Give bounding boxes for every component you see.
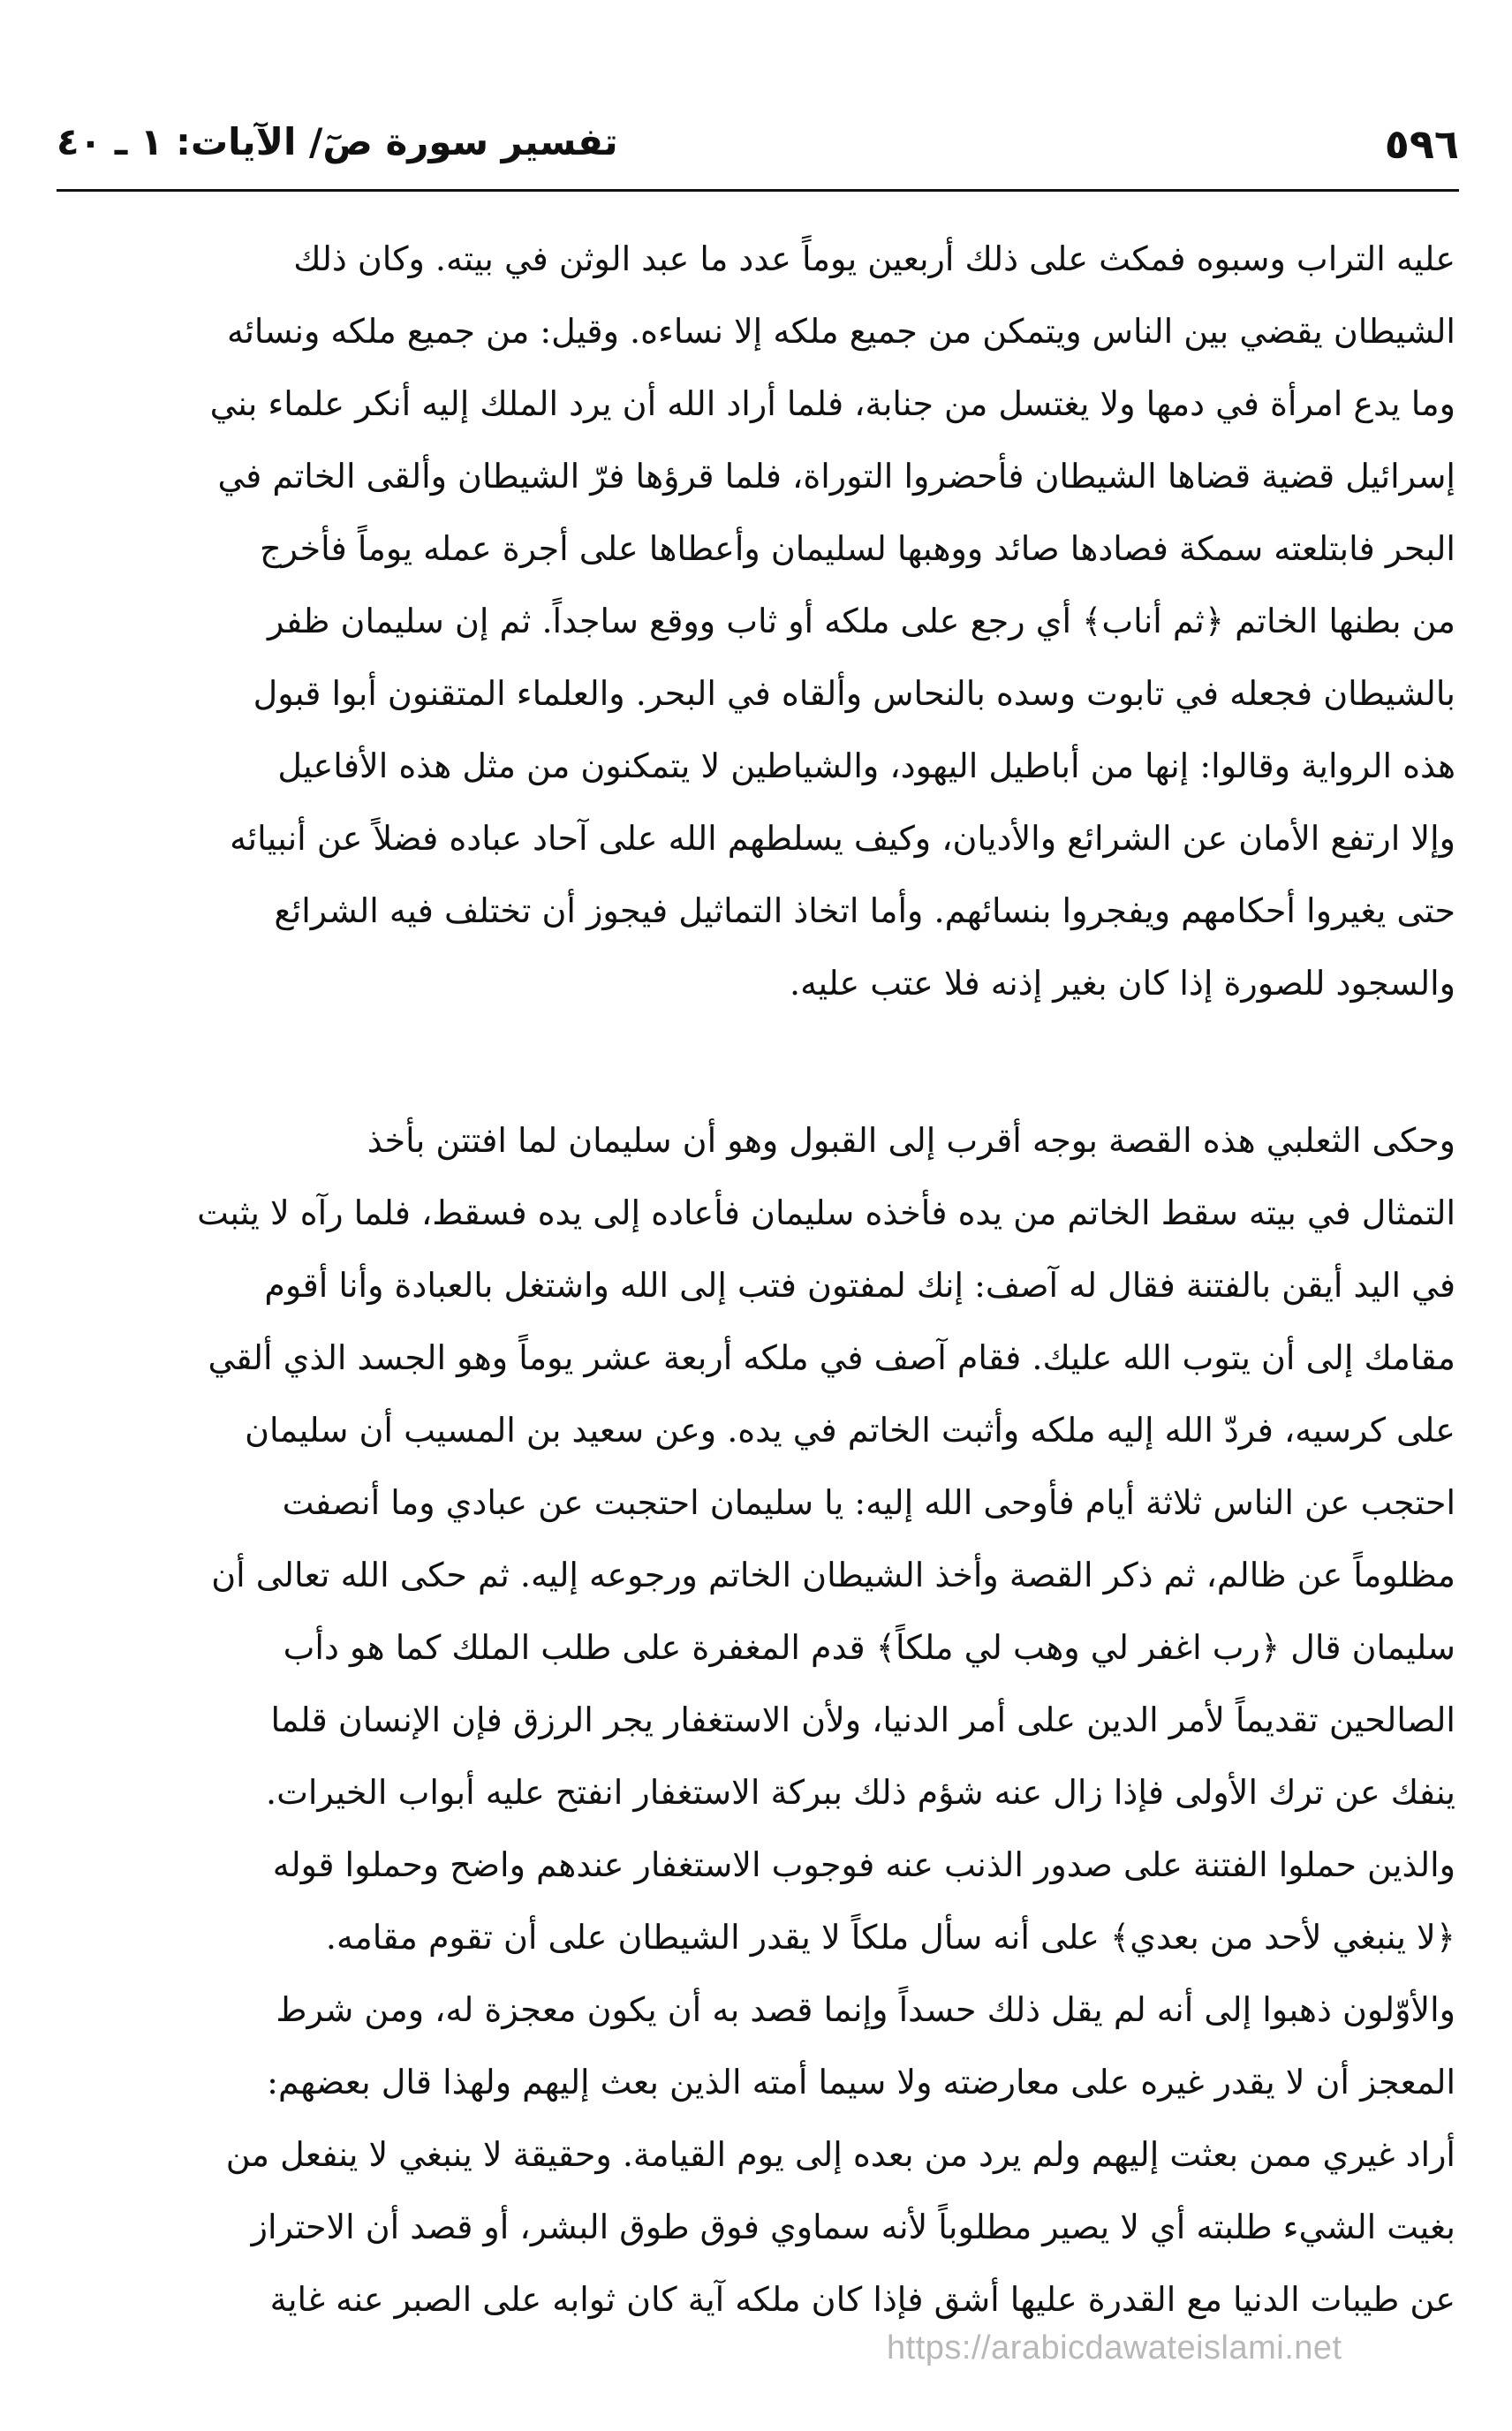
text-line: أراد غيري ممن بعثت إليهم ولم يرد من بعده إلى يوم القيامة. وحقيقة لا ينبغي لا ينفعل من: [225, 2135, 1455, 2174]
paragraph-1: [99, 223, 1455, 1019]
paragraph-gap: [99, 1019, 1455, 1104]
watermark-url: https://arabicdawateislami.net: [887, 2329, 1342, 2367]
running-title: تفسير سورة صٓ/ الآيات: ١ ـ ٤٠: [57, 120, 618, 163]
text-line: بغيت الشيء طلبته أي لا يصير مطلوباً لأنه سماوي فوق طوق البشر، أو قصد أن الاحتراز: [251, 2208, 1455, 2246]
text-line: بالشيطان فجعله في تابوت وسده بالنحاس وألقاه في البحر. والعلماء المتقنون أبوا قبول: [253, 674, 1455, 713]
body-text: [99, 223, 1455, 2336]
text-line: التمثال في بيته سقط الخاتم من يده فأخذه سليمان فأعاده إلى يده فسقط، فلما رآه لا يثبت: [197, 1193, 1455, 1232]
text-line: والسجود للصورة إذا كان بغير إذنه فلا عتب عليه.: [790, 964, 1455, 1003]
text-line: وحكى الثعلبي هذه القصة بوجه أقرب إلى القبول وهو أن سليمان لما افتتن بأخذ: [367, 1121, 1455, 1160]
text-line: ﴿لا ينبغي لأحد من بعدي﴾ على أنه سأل ملكاً لا يقدر الشيطان على أن تقوم مقامه.: [325, 1918, 1455, 1957]
text-line: مظلوماً عن ظالم، ثم ذكر القصة وأخذ الشيطان الخاتم ورجوعه إليه. ثم حكى الله تعالى أن: [211, 1556, 1455, 1594]
text-line: إسرائيل قضية قضاها الشيطان فأحضروا التوراة، فلما قرؤها فرّ الشيطان وألقى الخاتم في: [217, 457, 1455, 496]
text-line: في اليد أيقن بالفتنة فقال له آصف: إنك لمفتون فتب إلى الله واشتغل بالعبادة وأنا أقوم: [264, 1266, 1455, 1305]
page-number: ٥٩٦: [1384, 120, 1459, 168]
text-line: المعجز أن لا يقدر غيره على معارضته ولا سيما أمته الذين بعث إليهم ولهذا قال بعضهم:: [267, 2063, 1455, 2102]
text-line: البحر فابتلعته سمكة فصادها صائد ووهبها لسليمان وأعطاها على أجرة عمله يوماً فأخرج: [260, 529, 1455, 568]
paragraph-2: [99, 1104, 1455, 2336]
text-line: حتى يغيروا أحكامهم ويفجروا بنسائهم. وأما اتخاذ التماثيل فيجوز أن تختلف فيه الشرائع: [274, 891, 1455, 930]
text-line: وإلا ارتفع الأمان عن الشرائع والأديان، وكيف يسلطهم الله على آحاد عباده فضلاً عن أنبيائه: [230, 819, 1455, 858]
text-line: وما يدع امرأة في دمها ولا يغتسل من جنابة، فلما أراد الله أن يرد الملك إليه أنكر علماء بني: [209, 384, 1455, 423]
text-line: ينفك عن ترك الأولى فإذا زال عنه شؤم ذلك ببركة الاستغفار انفتح عليه أبواب الخيرات.: [265, 1773, 1455, 1812]
header-rule: [57, 189, 1459, 192]
text-line: من بطنها الخاتم ﴿ثم أناب﴾ أي رجع على ملكه أو ثاب ووقع ساجداً. ثم إن سليمان ظفر: [268, 602, 1455, 640]
text-line: سليمان قال ﴿رب اغفر لي وهب لي ملكاً﴾ قدم المغفرة على طلب الملك كما هو دأب: [283, 1628, 1455, 1667]
running-header: [57, 115, 1459, 191]
text-line: عن طيبات الدنيا مع القدرة عليها أشق فإذا كان ملكه آية كان ثوابه على الصبر عنه غاية: [269, 2280, 1455, 2319]
text-line: والذين حملوا الفتنة على صدور الذنب عنه فوجوب الاستغفار عندهم واضح وحملوا قوله: [272, 1845, 1455, 1884]
text-line: احتجب عن الناس ثلاثة أيام فأوحى الله إليه: يا سليمان احتجبت عن عبادي وما أنصفت: [282, 1483, 1455, 1522]
text-line: الصالحين تقديماً لأمر الدين على أمر الدنيا، ولأن الاستغفار يجر الرزق فإن الإنسان قلما: [270, 1700, 1455, 1739]
text-line: والأوّلون ذهبوا إلى أنه لم يقل ذلك حسداً وإنما قصد به أن يكون معجزة له، ومن شرط: [276, 1990, 1455, 2029]
text-line: على كرسيه، فردّ الله إليه ملكه وأثبت الخاتم في يده. وعن سعيد بن المسيب أن سليمان: [245, 1411, 1455, 1450]
text-line: مقامك إلى أن يتوب الله عليك. فقام آصف في ملكه أربعة عشر يوماً وهو الجسد الذي ألقي: [208, 1338, 1455, 1377]
text-line: الشيطان يقضي بين الناس ويتمكن من جميع ملكه إلا نساءه. وقيل: من جميع ملكه ونسائه: [226, 312, 1455, 351]
text-line: هذه الرواية وقالوا: إنها من أباطيل اليهود، والشياطين لا يتمكنون من مثل هذه الأفاعيل: [277, 746, 1455, 785]
text-line: عليه التراب وسبوه فمكث على ذلك أربعين يوماً عدد ما عبد الوثن في بيته. وكان ذلك: [293, 239, 1455, 278]
